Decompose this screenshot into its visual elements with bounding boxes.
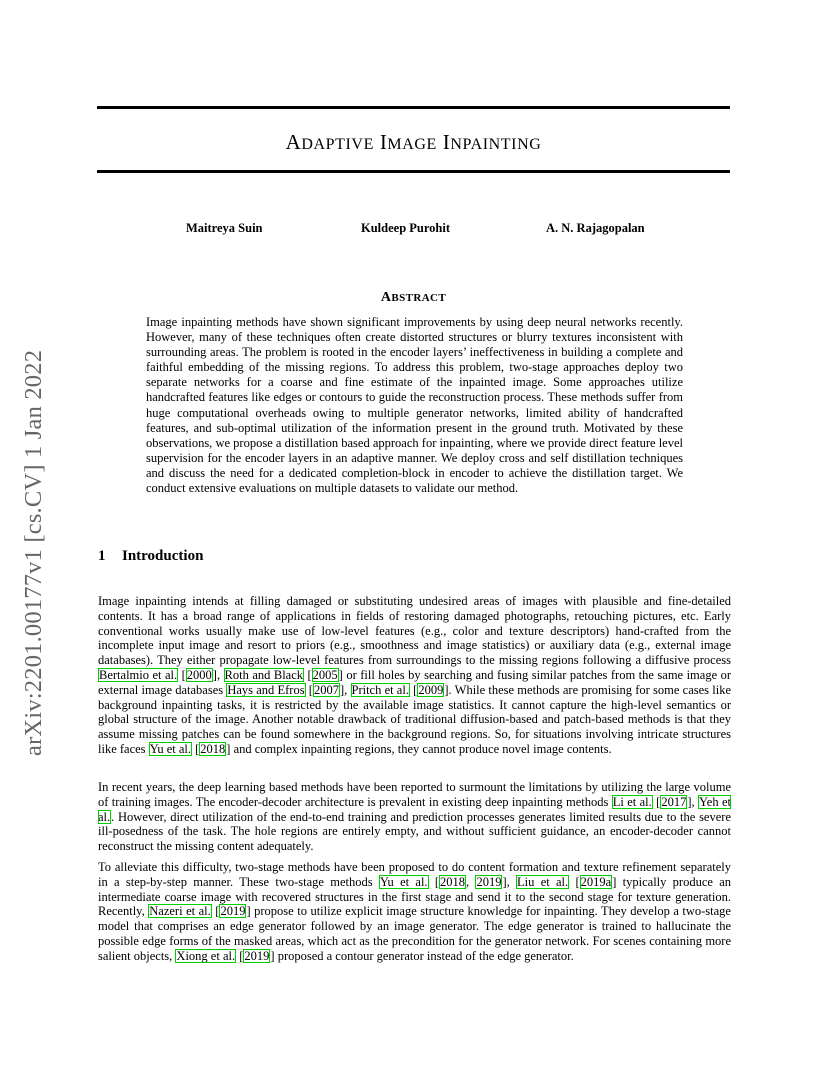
citation-link[interactable]: Xiong et al. <box>176 948 236 963</box>
citation-link[interactable]: Yu et al. <box>379 874 428 889</box>
citation-link[interactable]: Yu et al. <box>149 741 191 756</box>
citation-link[interactable]: 2019 <box>220 904 246 919</box>
citation-link[interactable]: 2018 <box>200 741 226 756</box>
title-bottom-rule <box>97 170 730 173</box>
citation-link[interactable]: Roth and Black <box>224 667 304 682</box>
citation-link[interactable]: 2018 <box>440 874 466 889</box>
citation-link[interactable]: 2019 <box>244 948 270 963</box>
title-top-rule <box>97 106 730 109</box>
citation-link[interactable]: 2007 <box>313 682 339 697</box>
intro-paragraph-1: Image inpainting intends at filling damaged or substituting undesired areas of images with plausible and fine-detailed contents. It has a broad range of applications in fields of restoring damaged photographs, retouching pictures, etc. Early conventional works usually make use of low-level features (e.g., color and texture descriptors) hand-crafted from the incomplete input image and resort to priors (e.g., smoothness and image statistics) or auxiliary data (e.g., external image databases). They either propagate low-level features from surroundings to the missing regions following a diffusive process Bertalmio et al. [2000], Roth and Black [2005] or fill holes by searching and fusing similar patches from the same image or external image databases Hays and Efros [2007], Pritch et al. [2009]. While these methods are promising for some cases like background inpainting tasks, it is restricted by the available image statistics. It cannot capture the high-level semantics or global structure of the image. Another notable drawback of traditional diffusion-based and patch-based methods is that they assume missing patches can be found somewhere in the background regions. So, for situations involving intricate structures like faces Yu et al. [2018] and complex inpainting regions, they cannot produce novel image contents. <box>98 594 732 756</box>
author-1: Maitreya Suin <box>186 221 263 235</box>
citation-link[interactable]: Nazeri et al. <box>149 904 211 919</box>
author-3: A. N. Rajagopalan <box>546 221 645 235</box>
citation-link[interactable]: 2005 <box>312 667 338 682</box>
arxiv-identifier: arXiv:2201.00177v1 [cs.CV] 1 Jan 2022 <box>20 349 47 756</box>
citation-link[interactable]: Yeh et al. <box>98 794 731 824</box>
abstract-text: Image inpainting methods have shown significant improvements by using deep neural networks recently. However, many of these techniques often create distorted structures or blurry textures inconsistent with surrounding areas. The problem is rooted in the encoder layers’ ineffectiveness in building a complete and faithful embedding of the missing regions. To address this problem, two-stage approaches deploy two separate networks for a coarse and fine estimate of the inpainted image. Some approaches utilize handcrafted features like edges or contours to guide the reconstruction process. These methods suffer from huge computational overheads owing to multiple generator networks, limited ability of handcrafted features, and sub-optimal utilization of the information present in the ground truth. Motivated by these observations, we propose a distillation based approach for inpainting, where we provide direct feature level supervision for the encoder layers in an adaptive manner. We deploy cross and self distillation techniques and discuss the need for a dedicated completion-block in encoder to achieve the distillation target. We conduct extensive evaluations on multiple datasets to validate our method. <box>146 315 683 496</box>
abstract-heading: ABSTRACT <box>380 290 447 305</box>
citation-link[interactable]: 2019a <box>580 874 612 889</box>
section-title: Introduction <box>122 548 204 564</box>
intro-paragraph-2: In recent years, the deep learning based methods have been reported to surmount the limitations by utilizing the large volume of training images. The encoder-decoder architecture is prevalent in existing deep inpainting methods Li et al. [2017], Yeh et al.. However, direct utilization of the end-to-end training and prediction processes generates limited results due to the severe ill-posedness of the task. The hole regions are entirely empty, and without sufficient guidance, an encoder-decoder cannot reconstruct the missing content adequately. <box>98 780 731 854</box>
citation-link[interactable]: Li et al. <box>612 794 652 809</box>
citation-link[interactable]: 2017 <box>661 794 687 809</box>
citation-link[interactable]: 2009 <box>418 682 444 697</box>
author-2: Kuldeep Purohit <box>361 221 451 235</box>
section-number: 1 <box>98 548 106 564</box>
citation-link[interactable]: Hays and Efros <box>227 682 305 697</box>
intro-paragraph-3: To alleviate this difficulty, two-stage methods have been proposed to do content formation and texture refinement separately in a step-by-step manner. These two-stage methods Yu et al. [2018, 2019], Liu et al. [2019a] typically produce an intermediate coarse image with recovered structures in the first stage and send it to the second stage for texture generation. Recently, Nazeri et al. [2019] propose to utilize explicit image structure knowledge for inpainting. They develop a two-stage model that comprises an edge generator followed by an image generator. The edge generator is trained to hallucinate the possible edge forms of the masked areas, which act as the precondition for the generator network. For scenes containing more salient objects, Xiong et al. [2019] proposed a contour generator instead of the edge generator. <box>98 860 732 963</box>
citation-link[interactable]: Pritch et al. <box>351 682 409 697</box>
citation-link[interactable]: Bertalmio et al. <box>99 667 178 682</box>
section-heading-introduction <box>98 548 203 565</box>
citation-link[interactable]: 2019 <box>476 874 502 889</box>
paper-title: ADAPTIVE IMAGE INPAINTING <box>285 130 542 154</box>
citation-link[interactable]: 2000 <box>186 667 212 682</box>
citation-link[interactable]: Liu et al. <box>517 874 569 889</box>
